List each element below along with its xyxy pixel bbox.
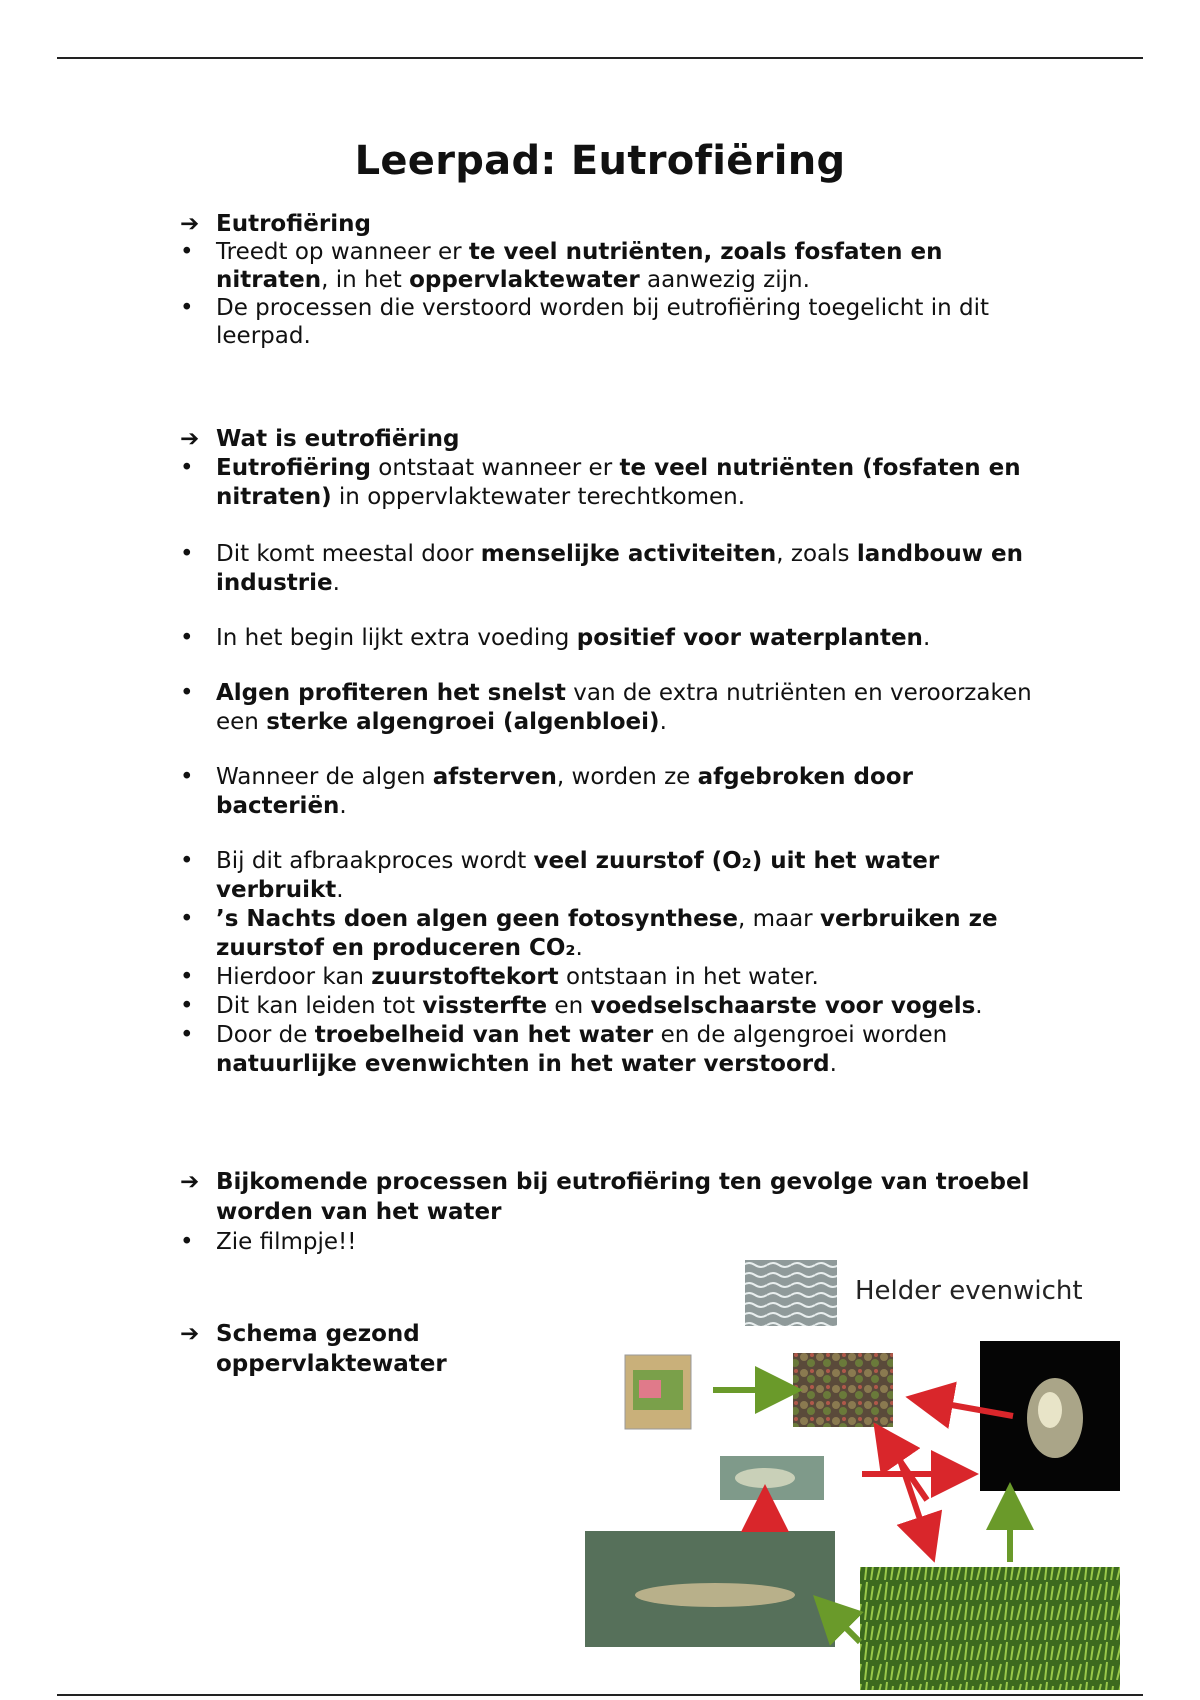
list-item: • Door de troebelheid van het water en de algengroei worden natuurlijke evenwichten in het water verstoord.	[180, 1021, 1050, 1079]
bottom-rule	[57, 1694, 1143, 1696]
arrow-right-icon: ➔	[180, 1169, 200, 1195]
top-rule	[57, 57, 1143, 59]
ecosystem-diagram	[575, 1240, 1135, 1690]
page-title: Leerpad: Eutrofiëring	[354, 138, 846, 184]
section-schema	[180, 1319, 480, 1379]
waterplants-thumb	[860, 1567, 1120, 1690]
section-eutrofiering	[180, 210, 1050, 350]
arrow-right-icon: ➔	[180, 426, 200, 452]
section-heading: ➔ Schema gezond oppervlaktewater	[180, 1321, 447, 1377]
list-item: • De processen die verstoord worden bij eutrofiëring toegelicht in dit leerpad.	[180, 294, 1050, 350]
section-heading: ➔ Wat is eutrofiëring	[180, 426, 460, 452]
arrow-right-icon: ➔	[180, 1321, 200, 1347]
section-wat-is	[180, 425, 1050, 1079]
section-heading: ➔ Eutrofiëring	[180, 211, 371, 237]
list-item: • Dit komt meestal door menselijke activiteiten, zoals landbouw en industrie.	[180, 540, 1050, 598]
list-item: • Dit kan leiden tot vissterfte en voedselschaarste voor vogels.	[180, 992, 1050, 1021]
list-item: • Zie filmpje!!	[180, 1227, 1050, 1257]
section-heading: ➔ Bijkomende processen bij eutrofiëring ten gevolge van troebel worden van het water	[180, 1169, 1030, 1225]
list-item: • Hierdoor kan zuurstoftekort ontstaan in het water.	[180, 963, 1050, 992]
list-item: • ’s Nachts doen algen geen fotosynthese, maar verbruiken ze zuurstof en produceren CO₂.	[180, 905, 1050, 963]
list-item: • In het begin lijkt extra voeding positief voor waterplanten.	[180, 624, 1050, 653]
algae-thumb	[793, 1353, 893, 1427]
list-item: • Wanneer de algen afsterven, worden ze afgebroken door bacteriën.	[180, 763, 1050, 821]
clear-water-thumb	[745, 1260, 837, 1326]
list-item: • Eutrofiëring ontstaat wanneer er te veel nutriënten (fosfaten en nitraten) in oppervlaktewater terechtkomen.	[180, 454, 1050, 512]
list-item: • Bij dit afbraakproces wordt veel zuurstof (O₂) uit het water verbruikt.	[180, 847, 1050, 905]
diagram-label: Helder evenwicht	[855, 1276, 1083, 1306]
arrow-right-icon: ➔	[180, 211, 200, 237]
list-item: • Treedt op wanneer er te veel nutriënten, zoals fosfaten en nitraten, in het oppervlaktewater aanwezig zijn.	[180, 238, 1050, 294]
list-item: • Algen profiteren het snelst van de extra nutriënten en veroorzaken een sterke algengroei (algenbloei).	[180, 679, 1050, 737]
diagram-graphic	[575, 1240, 1135, 1690]
